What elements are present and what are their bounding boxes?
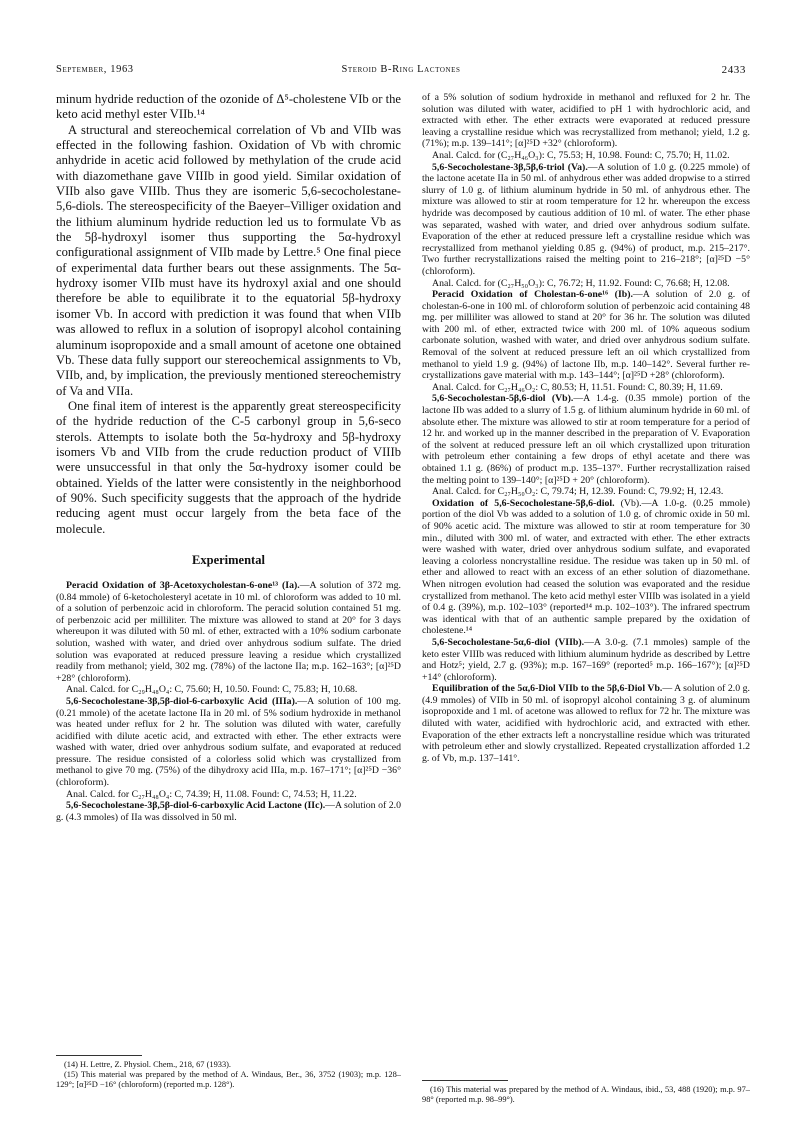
body-paragraph: One final item of interest is the apparently great stereospecificity of the hydride reduction of the C-5 carbonyl group in 5,6-seco sterols. Attempts to isolate both the 5α-hydroxy and 5β-hydroxy isomers Vb and VIIb from the crude reduction product of VIIIb were unsuccessful in that only the 5α-hydroxy isomer could be obtained. Yields of the latter were consistently in the neighborhood of 90%. Such specificity suggests that the approach of the hydride reducing agent must occur largely from the beta face of the molecule. — [56, 398, 401, 536]
entry-text: —A solution of 2.0 g. (4.3 mmoles) of IIa was dissolved in 50 ml. — [56, 800, 401, 823]
experimental-entry — [56, 800, 401, 823]
entry-text: Anal. Calcd. for C₂₇H₄₆O₂: C, 80.53; H, 11.51. Found: C, 80.39; H, 11.69. — [432, 381, 723, 393]
entry-text: — A solution of 2.0 g. (4.9 mmoles) of VIIb in 50 ml. of isopropyl alcohol containing 3 g. of aluminum isopropoxide and 1 ml. of acetone was allowed to reflux for 72 hr. The mixture was diluted with water, acidified with hydrochloric acid, and extracted with ether. Evaporation of the ether extracts left a noncrystalline residue which was triturated with petroleum ether and slowly crystallized. Repeated crystallization afforded 1.2 g. of Vb, m.p. 137–141°. — [422, 683, 750, 764]
entry-title: 5,6-Secocholestane-5α,6-diol (VIIb). — [432, 636, 585, 648]
entry-text: Anal. Calcd. for (C₂₇H₅₀O₃): C, 76.72; H, 11.92. Found: C, 76.68; H, 12.08. — [432, 277, 730, 289]
analysis-entry — [56, 789, 401, 801]
header-title: Steroid B-Ring Lactones — [341, 64, 461, 75]
entry-title: Oxidation of 5,6-Secocholestane-5β,6-diol. — [432, 497, 615, 509]
entry-title: 5,6-Secocholestane-3β,5β-diol-6-carboxylic Acid (IIIa). — [66, 695, 298, 707]
experimental-entry — [56, 580, 401, 684]
entry-text: Anal. Calcd. for C₂₉H₄₈O₄: C, 75.60; H, 10.50. Found: C, 75.83; H, 10.68. — [66, 684, 358, 696]
experimental-entry — [56, 696, 401, 789]
running-head — [56, 64, 746, 80]
experimental-entry — [422, 637, 750, 683]
entry-text: —A solution of 372 mg. (0.84 mmole) of 6-ketocholesteryl acetate in 10 ml. of chloroform was added to 10 ml. of a solution of perbenzoic acid in chloroform. The peracid solution contained 51 mg. of perbenzoic acid per milliliter. The mixture was allowed to stand at 20° for 3 days whereupon it was diluted with 50 ml. of ether, extracted with a 10% sodium carbonate solution, washed with water, and dried over anhydrous sodium sulfate. The dried solution was evaporated at reduced pressure leaving a residue which crystallized readily from methanol; yield, 302 mg. (78%) of the lactone IIa; m.p. 162–163°; [α]²⁵D +28° (chloroform). — [56, 579, 401, 684]
entry-title: 5,6-Secocholestane-3β,5β-diol-6-carboxylic Acid Lactone (IIc). — [66, 800, 326, 812]
analysis-entry — [56, 684, 401, 696]
experimental-entry — [422, 393, 750, 486]
footnote: (16) This material was prepared by the method of A. Windaus, ibid., 53, 488 (1920); m.p. 97–98° (reported m.p. 98–99°). — [422, 1085, 750, 1104]
entry-text: —A 1.4-g. (0.35 mmole) portion of the lactone IIb was added to a slurry of 1.5 g. of lithium aluminum hydride in 60 ml. of absolute ether. The mixture was allowed to stir at room temperature for a period of 12 hr. and worked up in the manner described in the preparation of V. Evaporation of the solvent at reduced pressure left an oil which crystallized upon trituration with petroleum ether containing a few drops of ethyl acetate and there was obtained 1.1 g. (86%) of product m.p. 135–137°. Further recrystallization raised the melting point to 139–140°; [α]²⁵D + 20° (chloroform). — [422, 393, 750, 486]
entry-text: (Vb).—A 1.0-g. (0.25 mmole) portion of the diol Vb was added to a solution of 1.0 g. of chromic oxide in 50 ml. of 90% acetic acid. The mixture was allowed to stir at room temperature for 30 min., diluted with 300 ml. of water, and extracted with ether. The ether extracts were washed with water, dried over anhydrous sodium sulfate, and evaporated leaving a colorless noncrystalline residue. The residue was taken up in 50 ml. of ether and allowed to react with an excess of an ether solution of diazomethane. When nitrogen evolution had ceased the solution was evaporated and the residue crystallized from methanol. The keto acid methyl ester VIIIb was isolated in a yield of 0.4 g. (39%), m.p. 102–103° (reported¹⁴ m.p. 102–103°). The infrared spectrum was identical with that of an authentic sample prepared by the oxidation of cholestene.¹⁴ — [422, 497, 750, 637]
page-number: 2433 — [721, 64, 746, 76]
analysis-entry — [422, 486, 750, 498]
footnotes-left — [56, 1055, 401, 1090]
footnotes-right — [422, 1080, 750, 1105]
entry-text: Anal. Calcd. for C₂₇H₅₀O₂: C, 79.74; H, 12.39. Found: C, 79.92; H, 12.43. — [432, 486, 724, 498]
entry-text: Anal. Calcd. for C₂₇H₄₈O₄: C, 74.39; H, 11.08. Found: C, 74.53; H, 11.22. — [66, 788, 357, 800]
entry-title: Peracid Oxidation of 3β-Acetoxycholestan-6-one¹³ (Ia). — [66, 579, 300, 591]
section-heading: Experimental — [192, 552, 265, 567]
entry-text: —A solution of 1.0 g. (0.225 mmole) of the lactone acetate IIa in 50 ml. of anhydrous ether was added dropwise to a stirred slurry of 1.0 g. of lithium aluminum hydride in 50 ml. of anhydrous ether. The mixture was allowed to stir at room temperature for 12 hr. whereupon the excess hydride was decomposed by cautious addition of 10 ml. of water. The ether phase was separated, washed with water, and dried over anhydrous sodium sulfate. Evaporation of the ether at reduced pressure left a crystalline residue which was recrystallized from methanol yielding 0.85 g. (94%) of product, m.p. 215–217°. Two further recrystallizations raised the melting point to 216–218°; [α]²⁵D −5° (chloroform). — [422, 161, 750, 277]
experimental-entry — [422, 289, 750, 382]
analysis-entry — [422, 382, 750, 394]
analysis-entry — [422, 150, 750, 162]
header-date: September, 1963 — [56, 64, 134, 75]
entry-title: Equilibration of the 5α,6-Diol VIIb to the 5β,6-Diol Vb. — [432, 683, 663, 695]
body-paragraph: A structural and stereochemical correlation of Vb and VIIb was effected in the following fashion. Oxidation of Vb with chromic anhydride in acetic acid followed by methylation of the crude acid with diazomethane gave VIIIb in good yield. Similar oxidation of VIIb also gave VIIIb. Thus they are isomeric 5,6-secocholestane-5,6-diols. The stereospecificity of the Baeyer–Villiger oxidation and the lithium aluminum hydride reduction led us to formulate Vb as the 5β-hydroxyl isomer thus supporting the 5α-hydroxyl configurational assignment of VIIb made by Lettre.⁵ One final piece of experimental data further bears out these assignments. The 5α-hydroxy isomer VIIb must have its hydroxyl axial and one should therefore be able to equilibrate it to the equatorial 5β-hydroxy isomer Vb. In accord with prediction it was found that when VIIb was allowed to reflux in a solution of isopropyl alcohol containing aluminum isopropoxide and a small amount of acetone one obtained Vb. These data fully support our stereochemical assignments to Vb, VIIb, and, by implication, the previously mentioned stereochemistry of Va and VIIa. — [56, 122, 401, 398]
footnote-rule — [56, 1055, 142, 1056]
entry-title: 5,6-Secocholestan-5β,6-diol (Vb). — [432, 393, 574, 405]
footnote-rule — [422, 1080, 508, 1081]
analysis-entry — [422, 278, 750, 290]
footnote: (14) H. Lettre, Z. Physiol. Chem., 218, 67 (1933). — [64, 1060, 232, 1069]
entry-text: —A solution of 2.0 g. of cholestan-6-one in 100 ml. of chloroform solution of perbenzoic acid containing 48 mg. per milliliter was allowed to stand at 20° for 36 hr. The solution was diluted with 200 ml. of ether, extracted twice with 200 ml. of 10% aqueous sodium carbonate solution, washed with water, and dried over anhydrous sodium sulfate. Removal of the solvent at reduced pressure left an oil which crystallized from methanol to yield 1.9 g. (94%) of lactone IIb, m.p. 140–142°. Several further recrystallizations gave material with m.p. 143–144°; [α]²⁵D +28° (chloroform). — [422, 289, 750, 382]
entry-title: Peracid Oxidation of Cholestan-6-one¹⁶ (Ib). — [432, 289, 633, 301]
entry-text: Anal. Calcd. for (C₂₇H₄₆O₃): C, 75.53; H, 10.98. Found: C, 75.70; H, 11.02. — [432, 149, 730, 161]
experimental-entry — [422, 162, 750, 278]
entry-text: —A 3.0-g. (7.1 mmoles) sample of the keto ester VIIIb was reduced with lithium aluminum hydride as described by Lettre and Hotz⁵; yield, 2.7 g. (93%); m.p. 167–169° (reported⁵ m.p. 166–167°); [α]²⁵D +14° (chloroform). — [422, 636, 750, 683]
footnote: (15) This material was prepared by the method of A. Windaus, Ber., 36, 3752 (1903); m.p. 128–129°; [α]²⁵D −16° (chloroform) (reported m.p. 128°). — [56, 1070, 401, 1089]
entry-text: —A solution of 100 mg. (0.21 mmole) of the acetate lactone IIa in 20 ml. of 5% sodium hydroxide in methanol was heated under reflux for 2 hr. The solution was diluted with water, carefully acidified with dilute acetic acid, and extracted with ether. The ether extracts were washed with water, dried over anhydrous sodium sulfate, and evaporated at reduced pressure. The residue consisted of a colorless solid which was crystallized from methanol to give 70 mg. (75%) of the dihydroxy acid IIIa, m.p. 167–171°; [α]²⁵D −36° (chloroform). — [56, 695, 401, 789]
right-column — [422, 92, 750, 764]
entry-title: 5,6-Secocholestane-3β,5β,6-triol (Va). — [432, 161, 588, 173]
experimental-entry — [422, 498, 750, 637]
experimental-entry — [422, 683, 750, 764]
experimental-entry — [422, 92, 750, 150]
body-paragraph: minum hydride reduction of the ozonide of Δ⁵-cholestene VIb or the keto acid methyl ester VIIb.¹⁴ — [56, 92, 401, 122]
left-column — [56, 92, 401, 823]
entry-text: of a 5% solution of sodium hydroxide in methanol and refluxed for 2 hr. The solution was diluted with water, acidified to pH 1 with hydrochloric acid, and extracted with ether. The ether extracts were evaporated at reduced pressure leaving a crystalline residue which was recrystallized from methanol; yield, 1.2 g. (71%); m.p. 139–141°; [α]²⁵D +32° (chloroform). — [422, 92, 750, 150]
